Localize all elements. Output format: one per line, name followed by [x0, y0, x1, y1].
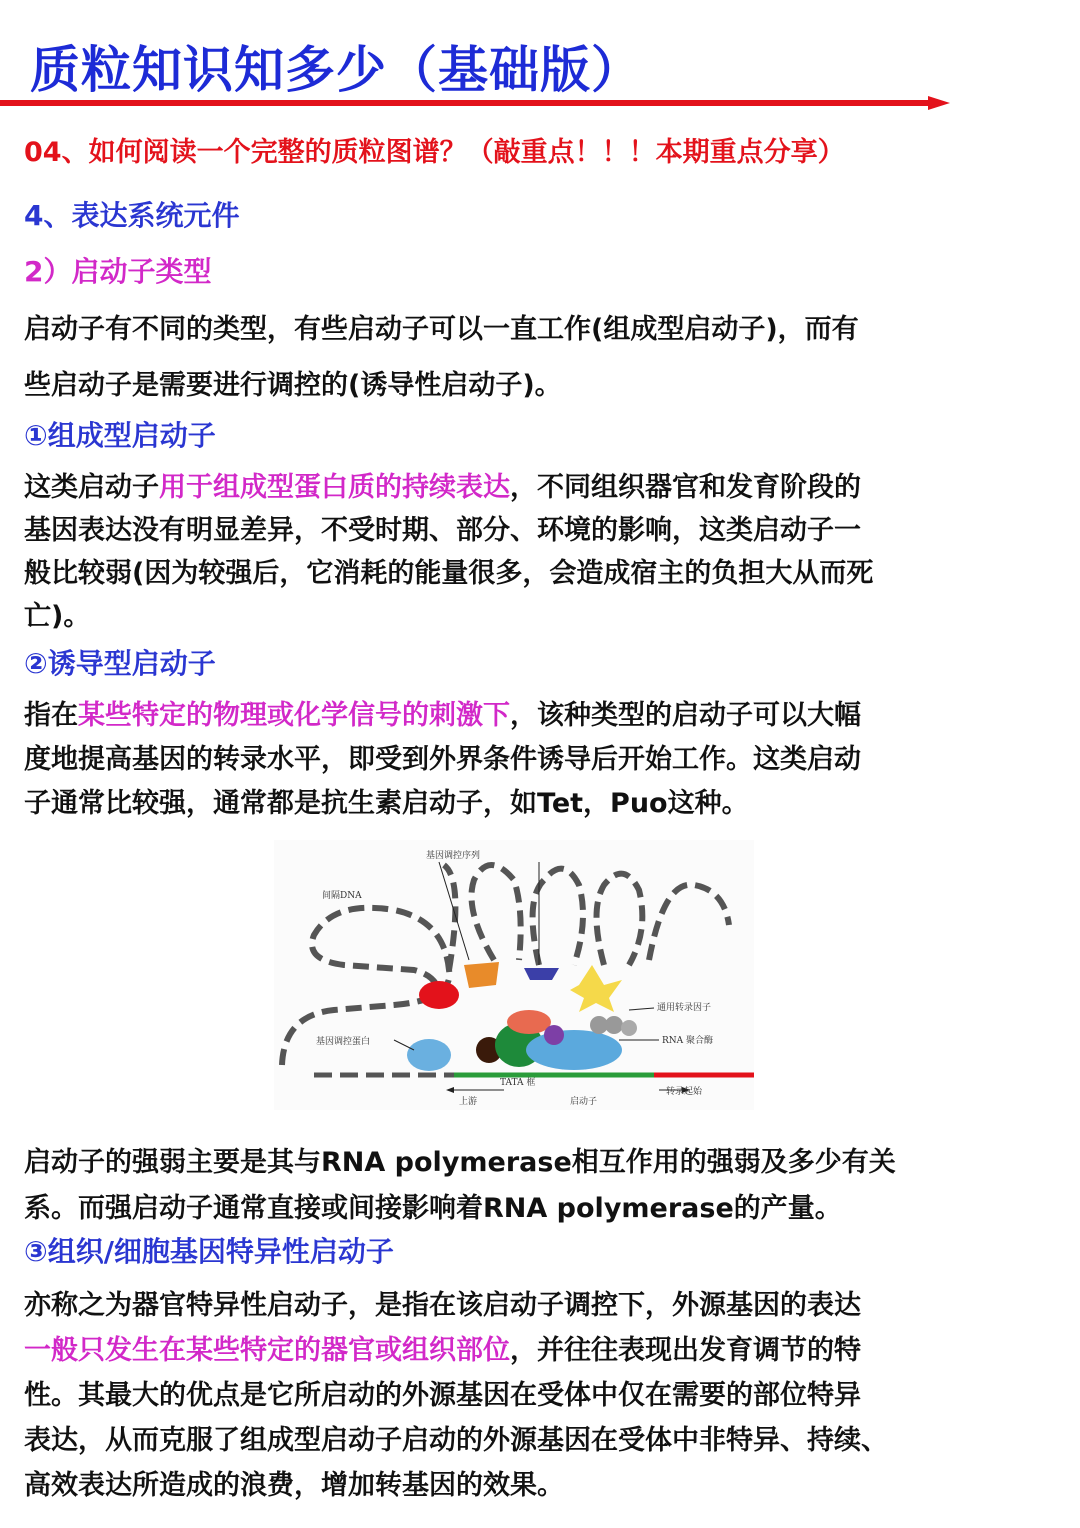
rna-polymerase — [526, 1030, 622, 1070]
text-run: ，并往往表现出发育调节的特 — [510, 1335, 861, 1366]
text-run: ，该种类型的启动子可以大幅 — [510, 700, 861, 731]
label-upstream: 上游 — [459, 1097, 478, 1107]
text-run: 指在 — [24, 700, 78, 731]
paragraph-line: 表达，从而克服了组成型启动子启动的外源基因在受体中非特异、持续、 — [24, 1425, 888, 1456]
section-2-heading: 2）启动子类型 — [24, 255, 212, 288]
text-run: 这类启动子 — [24, 472, 159, 503]
constitutive-promoter-paragraph — [24, 466, 1070, 638]
paragraph-line: 系。而强启动子通常直接或间接影响着RNA polymerase的产量。 — [24, 1193, 842, 1224]
paragraph-line — [24, 466, 1070, 509]
label-rna-polymerase: RNA 聚合酶 — [662, 1036, 714, 1046]
page-title: 质粒知识知多少（基础版） — [30, 41, 642, 99]
tissue-specific-promoter-heading: ③组织/细胞基因特异性启动子 — [24, 1235, 394, 1268]
label-tata-box: TATA 框 — [500, 1078, 536, 1088]
inducible-promoter-paragraph — [24, 694, 1070, 826]
label-general-tf: 通用转录因子 — [657, 1003, 712, 1013]
general-factor — [507, 1010, 551, 1034]
title-underline-arrow — [0, 96, 950, 110]
general-factor — [605, 1016, 623, 1034]
diagram-background — [274, 840, 754, 1110]
constitutive-promoter-heading: ①组成型启动子 — [24, 419, 216, 452]
intro-paragraph — [24, 302, 1070, 414]
text-run: ，不同组织器官和发育阶段的 — [510, 472, 861, 503]
general-factor — [544, 1025, 564, 1045]
regulator-orange — [464, 962, 499, 988]
label-regulatory-protein: 基因调控蛋白 — [316, 1037, 371, 1047]
tissue-specific-promoter-paragraph — [24, 1283, 1070, 1508]
paragraph-line: 高效表达所造成的浪费，增加转基因的效果。 — [24, 1470, 564, 1501]
paragraph-line: 子通常比较强，通常都是抗生素启动子，如Tet，Puo这种。 — [24, 788, 749, 819]
strength-paragraph — [24, 1140, 1070, 1232]
inducible-promoter-heading: ②诱导型启动子 — [24, 647, 216, 680]
intro-line: 启动子有不同的类型，有些启动子可以一直工作(组成型启动子)，而有 — [24, 314, 859, 345]
highlight-text: 用于组成型蛋白质的持续表达 — [159, 472, 510, 503]
section-04-heading: 04、如何阅读一个完整的质粒图谱？（敲重点！！！本期重点分享） — [24, 137, 845, 168]
intro-line: 些启动子是需要进行调控的(诱导性启动子)。 — [24, 370, 562, 401]
general-factor — [621, 1020, 637, 1036]
regulator-red — [419, 981, 459, 1009]
promoter-diagram — [274, 840, 754, 1110]
paragraph-line: 亦称之为器官特异性启动子，是指在该启动子调控下，外源基因的表达 — [24, 1290, 861, 1321]
paragraph-line: 般比较弱(因为较强后，它消耗的能量很多，会造成宿主的负担大从而死 — [24, 558, 874, 589]
label-regulatory-sequence: 基因调控序列 — [426, 851, 481, 861]
label-spacer-dna: 间隔DNA — [322, 891, 362, 901]
label-transcription-start: 转录起始 — [666, 1087, 703, 1097]
paragraph-line: 启动子的强弱主要是其与RNA polymerase相互作用的强弱及多少有关 — [24, 1147, 896, 1178]
paragraph-line — [24, 694, 1070, 738]
paragraph-line: 基因表达没有明显差异，不受时期、部分、环境的影响，这类启动子一 — [24, 515, 861, 546]
paragraph-line — [24, 1328, 1070, 1373]
paragraph-line: 性。其最大的优点是它所启动的外源基因在受体中仅在需要的部位特异 — [24, 1380, 861, 1411]
paragraph-line: 度地提高基因的转录水平，即受到外界条件诱导后开始工作。这类启动 — [24, 744, 861, 775]
gene-regulatory-protein — [407, 1039, 451, 1071]
paragraph-line: 亡)。 — [24, 601, 91, 632]
section-4-heading: 4、表达系统元件 — [24, 199, 240, 232]
highlight-text: 某些特定的物理或化学信号的刺激下 — [78, 700, 510, 731]
label-promoter: 启动子 — [570, 1097, 598, 1107]
highlight-text: 一般只发生在某些特定的器官或组织部位 — [24, 1335, 510, 1366]
